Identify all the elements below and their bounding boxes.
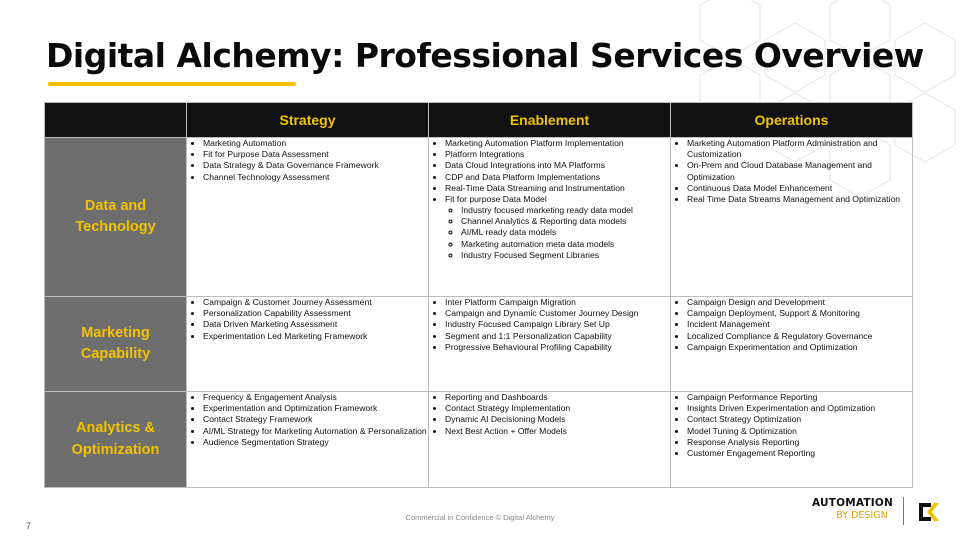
list-item: • Experimentation Led Marketing Framework: [203, 331, 428, 342]
logo-tagline: BY DESIGN: [836, 510, 888, 521]
cell-marketing-enablement: [429, 297, 671, 392]
list-item: • Insights Driven Experimentation and Optimization: [687, 403, 912, 414]
list-item: [445, 194, 670, 261]
table-row-analytics-optimization: [45, 392, 913, 488]
column-header-strategy: Strategy: [187, 103, 429, 138]
list-item: • On-Prem and Cloud Database Management and Optimization: [687, 160, 912, 182]
list-item: • Reporting and Dashboards: [445, 392, 670, 403]
row-header-line: Optimization: [71, 441, 160, 458]
sub-list-item: ◦ AI/ML ready data models: [461, 227, 670, 238]
list-item: • Campaign Performance Reporting: [687, 392, 912, 403]
list-item: • Campaign Design and Development: [687, 297, 912, 308]
column-header-enablement: Enablement: [429, 103, 671, 138]
list-item: • Campaign Experimentation and Optimization: [687, 342, 912, 353]
automation-by-design-logo: [812, 497, 912, 521]
list-item: • Dynamic AI Decisioning Models: [445, 414, 670, 425]
page-number: 7: [26, 521, 32, 531]
list-item: • Industry Focused Campaign Library Set Up: [445, 319, 670, 330]
list-item-text: Fit for purpose Data Model: [445, 193, 547, 204]
list-item: • Model Tuning & Optimization: [687, 426, 912, 437]
list-item: • Localized Compliance & Regulatory Governance: [687, 331, 912, 342]
list-item: • Marketing Automation Platform Administration and Customization: [687, 138, 912, 160]
list-item: • Inter Platform Campaign Migration: [445, 297, 670, 308]
logo-wordmark: AUTOMATION: [812, 497, 893, 509]
row-header-line: Marketing: [81, 324, 150, 341]
row-header-line: Analytics &: [76, 420, 155, 437]
list-item: • Real-Time Data Streaming and Instrumentation: [445, 183, 670, 194]
cell-analytics-enablement: [429, 392, 671, 488]
list-item: • Incident Management: [687, 319, 912, 330]
sub-list-item: ◦ Marketing automation meta data models: [461, 239, 670, 250]
row-header-line: Capability: [80, 346, 151, 362]
list-item: • Contact Strategy Optimization: [687, 414, 912, 425]
page-title: Digital Alchemy: Professional Services Overview: [46, 36, 924, 75]
list-item: • Campaign and Dynamic Customer Journey Design: [445, 308, 670, 319]
list-item: • Customer Engagement Reporting: [687, 448, 912, 459]
cell-data-technology-operations: [671, 138, 913, 297]
row-header-line: Data and: [84, 197, 147, 214]
list-item: • Data Strategy & Data Governance Framework: [203, 160, 428, 171]
list-item: • Next Best Action + Offer Models: [445, 426, 670, 437]
cell-marketing-strategy: [187, 297, 429, 392]
cell-data-technology-strategy: [187, 138, 429, 297]
table-corner-cell: [45, 103, 187, 138]
digital-alchemy-logo-icon: [917, 500, 941, 524]
cell-marketing-operations: [671, 297, 913, 392]
list-item: • Personalization Capability Assessment: [203, 308, 428, 319]
row-header-analytics-optimization: [45, 392, 187, 488]
sub-list-item: ◦ Industry focused marketing ready data model: [461, 205, 670, 216]
footer-confidentiality-text: Commercial in Confidence © Digital Alchemy: [405, 513, 555, 522]
list-item: • Data Driven Marketing Assessment: [203, 319, 428, 330]
list-item: • Real Time Data Streams Management and Optimization: [687, 194, 912, 205]
list-item: • Fit for Purpose Data Assessment: [203, 149, 428, 160]
list-item: • Marketing Automation Platform Implementation: [445, 138, 670, 149]
column-header-operations: Operations: [671, 103, 913, 138]
list-item: • Segment and 1:1 Personalization Capability: [445, 331, 670, 342]
list-item: • Frequency & Engagement Analysis: [203, 392, 428, 403]
list-item: • Data Cloud Integrations into MA Platforms: [445, 160, 670, 171]
list-item: • Campaign Deployment, Support & Monitoring: [687, 308, 912, 319]
list-item: • AI/ML Strategy for Marketing Automation & Personalization: [203, 426, 428, 437]
list-item: • Marketing Automation: [203, 138, 428, 149]
list-item: • Contact Strategy Implementation: [445, 403, 670, 414]
row-header-marketing-capability: [45, 297, 187, 392]
list-item: • Campaign & Customer Journey Assessment: [203, 297, 428, 308]
table-row-marketing-capability: [45, 297, 913, 392]
title-underline: [48, 82, 296, 86]
cell-data-technology-enablement: [429, 138, 671, 297]
logo-divider: [903, 497, 904, 525]
list-item: • Channel Technology Assessment: [203, 172, 428, 183]
sub-list-item: ◦ Industry Focused Segment Libraries: [461, 250, 670, 261]
list-item: • Platform Integrations: [445, 149, 670, 160]
list-item: • Progressive Behavioural Profiling Capability: [445, 342, 670, 353]
row-header-data-and-technology: [45, 138, 187, 297]
list-item: • Continuous Data Model Enhancement: [687, 183, 912, 194]
list-item: • Experimentation and Optimization Framework: [203, 403, 428, 414]
table-row-data-and-technology: [45, 138, 913, 297]
sub-list: [445, 205, 670, 261]
row-header-line: Technology: [75, 219, 156, 235]
sub-list-item: ◦ Channel Analytics & Reporting data models: [461, 216, 670, 227]
services-matrix-table: [44, 102, 913, 488]
table-header-row: [45, 103, 913, 138]
list-item: • Audience Segmentation Strategy: [203, 437, 428, 448]
cell-analytics-operations: [671, 392, 913, 488]
list-item: • Response Analysis Reporting: [687, 437, 912, 448]
list-item: • Contact Strategy Framework: [203, 414, 428, 425]
cell-analytics-strategy: [187, 392, 429, 488]
list-item: • CDP and Data Platform Implementations: [445, 172, 670, 183]
